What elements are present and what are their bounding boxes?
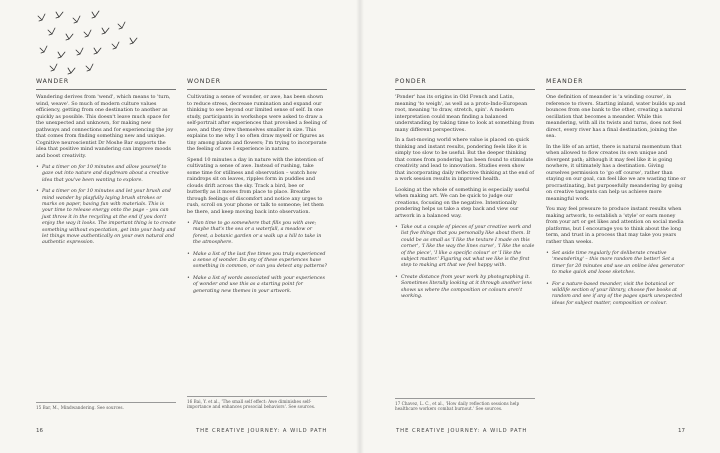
meander-paragraph: One definition of meander is 'a winding course', in reference to rivers. Starting inland, water builds up and bounces from one bank to the other, creating a natural oscillation that becomes a meander. While this meandering, with all its twists and turns, does not feel direct, every river has a final destination, joining the sea. <box>546 94 686 139</box>
wander-heading: WANDER <box>36 78 176 90</box>
running-head-left: THE CREATIVE JOURNEY: A WILD PATH <box>196 428 328 434</box>
list-item: • For a nature-based meander, visit the botanical or wildlife section of your library, choose five books at random and see if any of the pages spark unexpected ideas for subject matter, composition or colour. <box>552 282 686 308</box>
ponder-footnote: 17 Chavez, L. C., et al., 'How daily reflection sessions help healthcare workers combat burnout.' See sources. <box>395 398 535 412</box>
list-item: • Plan time to go somewhere that fills you with awe; maybe that's the sea or a waterfall, a meadow or forest, a botanic garden or a walk up a hill to take in the atmosphere. <box>193 221 327 247</box>
wander-footnote: 15 Bar, M., Mindwandering. See sources. <box>36 402 176 410</box>
meander-bullet-list <box>546 251 686 307</box>
ponder-paragraph: Looking at the whole of something is especially useful when making art. We can be quick to judge our creations, focusing on the negative. Intentionally pondering helps us take a step back and view our artwork in a balanced way. <box>395 186 530 219</box>
ponder-paragraph: 'Ponder' has its origins in Old French and Latin, meaning 'to weigh', as well as a proto-Indo-European root, meaning 'to draw, stretch, spin'. A modern interpretation could mean finding a balanced understanding by taking time to look at something from many different perspectives. <box>395 94 535 133</box>
list-item: • Set aside time regularly for deliberate creative 'meandering' – this more random the better! Set a timer for 20 minutes and use an online idea generator to make quick and loose sketches. <box>552 251 686 277</box>
wonder-paragraph: Cultivating a sense of wonder, or awe, has been shown to reduce stress, decrease rumination and expand our thinking to see beyond our limited sense of self. In one study, participants in workshops were asked to draw a self-portrait after experiences that provoked a feeling of awe, and they drew themselves smaller in size. This explains to me why I so often draw myself or figures as tiny among plants and flowers; I'm trying to incorporate the feeling of awe I experience in nature. <box>187 94 327 152</box>
list-item: • Create distance from your work by photographing it. Sometimes literally looking at it through another lens shows us where the composition or colours aren't working. <box>401 275 535 301</box>
ponder-bullet-list <box>395 225 535 300</box>
ponder-column <box>395 78 535 305</box>
meander-column <box>546 78 686 312</box>
list-item: • Make a list of words associated with your experiences of wonder and use this as a starting point for generating new themes in your artwork. <box>193 276 327 295</box>
right-page <box>360 0 720 453</box>
page-number-right: 17 <box>678 428 685 434</box>
book-gutter <box>356 0 364 453</box>
wander-column <box>36 78 176 252</box>
list-item: • Put a timer on for 10 minutes and allow yourself to gaze out into nature and daydream about a creative idea that you've been wanting to explore. <box>42 165 176 184</box>
page-number-left: 16 <box>36 428 43 434</box>
wonder-column <box>187 78 327 300</box>
list-item: • Put a timer on for 10 minutes and let your brush and mind wander by playfully laying brush strokes or marks on paper, having fun with materials. This is your time to release energy onto the page – you can just throw it in the recycling at the end if you don't enjoy the way it looks. The important thing is to create something without expectation, get into your body and let things move authentically on your own natural and authentic expression. <box>42 189 176 247</box>
wonder-heading: WONDER <box>187 78 327 90</box>
wonder-bullet-list <box>187 221 327 295</box>
flock-of-birds-illustration <box>28 4 148 79</box>
list-item: • Make a list of the last five times you truly experienced a sense of wonder. Do any of these experiences have something in common, or can you detect any patterns? <box>193 252 327 271</box>
wonder-footnote: 16 Bai, Y. et al., 'The small self effect: Awe diminishes self-importance and enhances prosocial behaviors'. See sources. <box>187 396 327 410</box>
list-item: • Take out a couple of pieces of your creative work and list five things that you personally like about them. It could be as small as 'I like the texture I made on this corner', 'I like the way the lines curve', 'I like the scale of the piece', 'I like a specific colour' or 'I like the subject matter.' Figuring out what we like is the first step to making art that we feel happy with. <box>401 225 535 270</box>
running-head-right: THE CREATIVE JOURNEY: A WILD PATH <box>396 428 528 434</box>
ponder-paragraph: In a fast-moving world where value is placed on quick thinking and instant results, pondering feels like it is simply too slow to be useful. But the deeper thinking that comes from pondering has been found to stimulate creativity and lead to innovation. Studies even show that incorporating daily reflective thinking at the end of a work session results in improved health. <box>395 137 535 182</box>
wander-bullet-list <box>36 165 176 247</box>
meander-paragraph: You may feel pressure to produce instant results when making artwork, to establish a 'style' or earn money from your art or get likes and attention on social media platforms, but I encourage you to think about the long term, and trust in a process that may take you years rather than weeks. <box>546 206 684 245</box>
wonder-paragraph: Spend 10 minutes a day in nature with the intention of cultivating a sense of awe. Instead of rushing, take some time for stillness and observation – watch how raindrops sit on leaves, ripples form in puddles and clouds drift across the sky. Track a bird, bee or butterfly as it moves from place to place. Breathe through feelings of discomfort and notice any urges to rush, scroll on your phone or talk to someone; let them be there, and keep moving back into observation. <box>187 156 324 215</box>
meander-heading: MEANDER <box>546 78 686 90</box>
wander-paragraph: Wandering derives from 'wend', which means to 'turn, wind, weave'. So much of modern culture values efficiency, getting from one destination to another as quickly as possible. This doesn't leave much space for the unexpected and unknown, for making new pathways and connections and for experiencing the joy that comes from finding something new and unique. Cognitive neuroscientist Dr Moshe Bar supports the idea that positive mind wandering can improve moods and boost creativity. <box>36 94 174 159</box>
meander-paragraph: In the life of an artist, there is natural momentum that when allowed to flow creates its own unique and divergent path; although it may feel like it is going nowhere, it ultimately has a destination. Giving ourselves permission to 'go off course', rather than staying on our goal, can feel like we are wasting time or procrastinating, but purposefully meandering by going on creative tangents can help us achieve more meaningful work. <box>546 143 686 202</box>
ponder-heading: PONDER <box>395 78 535 90</box>
